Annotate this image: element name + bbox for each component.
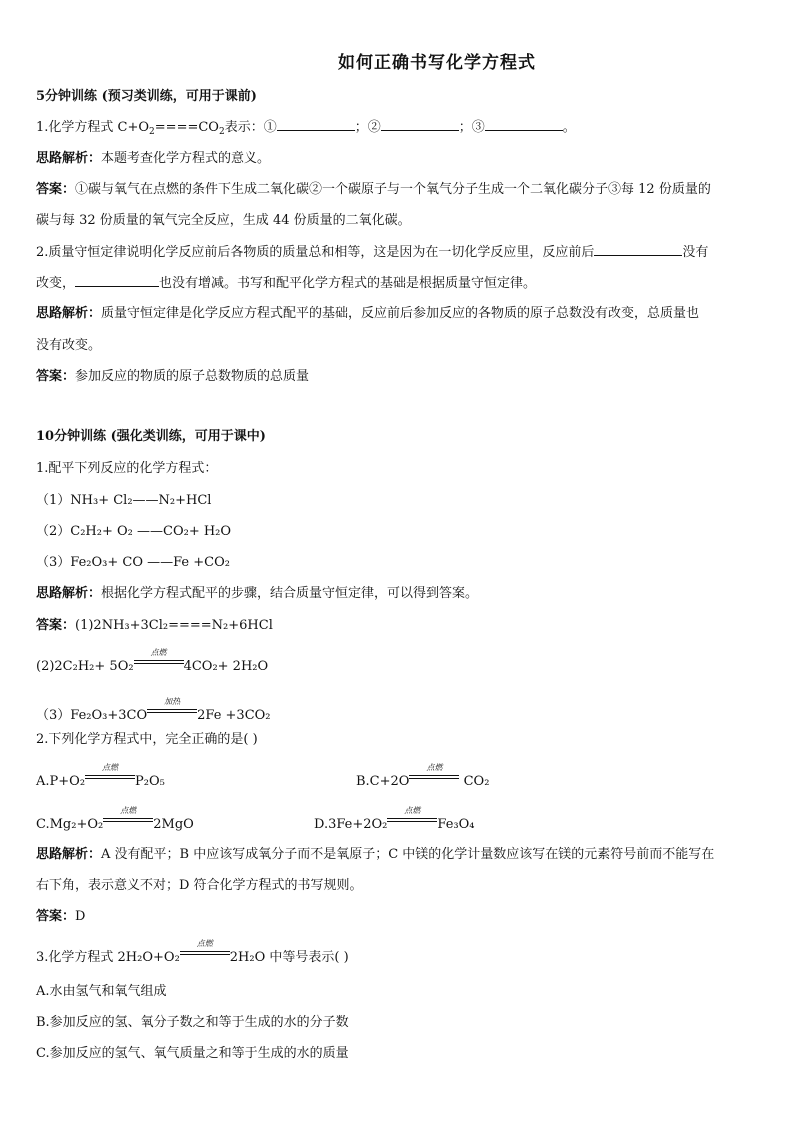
answer-blank[interactable] bbox=[75, 274, 159, 287]
section-heading-5min: 5分钟训练 (预习类训练，可用于课前) bbox=[36, 89, 257, 104]
question-balance: 1.配平下列反应的化学方程式： bbox=[36, 461, 218, 476]
reaction-condition: 加热 bbox=[147, 705, 197, 719]
page-title: 如何正确书写化学方程式 bbox=[338, 53, 536, 73]
answer-2: 答案：参加反应的物质的原子总数物质的总质量 bbox=[36, 369, 310, 384]
analysis-1: 思路解析：本题考查化学方程式的意义。 bbox=[36, 151, 271, 166]
answer-1: 答案：①碳与氧气在点燃的条件下生成二氧化碳②一个碳原子与一个氧气分子生成一个二氧化碳分子③每 12 份质量的 bbox=[36, 182, 711, 197]
answer-balance: 答案：(1)2NH₃+3Cl₂====N₂+6HCl bbox=[36, 618, 273, 633]
answer-blank[interactable] bbox=[594, 243, 682, 256]
answer-balance-2: (2)2C₂H₂+ 5O₂ 点燃 4CO₂+ 2H₂O bbox=[36, 648, 269, 674]
answer-blank[interactable] bbox=[485, 118, 563, 131]
equation-2: （2）C₂H₂+ O₂ ——CO₂+ H₂O bbox=[36, 524, 232, 539]
option-c[interactable]: C.Mg₂+O₂ 点燃 2MgO bbox=[36, 806, 194, 832]
options-row-1 bbox=[36, 763, 758, 791]
question-3: 3.化学方程式 2H₂O+O₂ 点燃 2H₂O 中等号表示( ) bbox=[36, 939, 349, 965]
section-heading-10min: 10分钟训练 (强化类训练，可用于课中) bbox=[36, 429, 266, 444]
analysis-2: 思路解析：质量守恒定律是化学反应方程式配平的基础，反应前后参加反应的各物质的原子总数没有改变，总质量也 bbox=[36, 306, 700, 321]
analysis-balance: 思路解析：根据化学方程式配平的步骤，结合质量守恒定律，可以得到答案。 bbox=[36, 586, 479, 601]
q3-option-c[interactable]: C.参加反应的氢气、氧气质量之和等于生成的水的质量 bbox=[36, 1046, 349, 1061]
question-1: 1.化学方程式 $C+O_2====CO_2$表示：① ；② ；③ 。 bbox=[36, 120, 576, 137]
equation-1: （1）NH₃+ Cl₂——N₂+HCl bbox=[36, 493, 212, 508]
options-row-2 bbox=[36, 806, 758, 834]
analysis-choose-cont: 右下角，表示意义不对；D 符合化学方程式的书写规则。 bbox=[36, 878, 363, 893]
answer-choose: 答案：D bbox=[36, 909, 86, 924]
option-a[interactable]: A.P+O₂ 点燃 P₂O₅ bbox=[36, 763, 165, 789]
analysis-2-cont: 没有改变。 bbox=[36, 338, 102, 353]
answer-1-cont: 碳与每 32 份质量的氧气完全反应，生成 44 份质量的二氧化碳。 bbox=[36, 213, 411, 228]
analysis-choose: 思路解析：A 没有配平；B 中应该写成氧分子而不是氧原子；C 中镁的化学计量数应该写在镁的元素符号前而不能写在 bbox=[36, 847, 715, 862]
answer-balance-3: （3）Fe₂O₃+3CO 加热 2Fe +3CO₂ bbox=[36, 697, 271, 723]
option-b[interactable]: B.C+2O 点燃 CO₂ bbox=[356, 763, 490, 789]
question-2-cont: 改变， 也没有增减。书写和配平化学方程式的基础是根据质量守恒定律。 bbox=[36, 276, 537, 291]
q3-option-a[interactable]: A.水由氢气和氧气组成 bbox=[36, 984, 167, 999]
reaction-condition: 点燃 bbox=[134, 656, 184, 670]
equation-3: （3）Fe₂O₃+ CO ——Fe +CO₂ bbox=[36, 555, 230, 570]
question-2: 2.质量守恒定律说明化学反应前后各物质的质量总和相等，这是因为在一切化学反应里，反应前后 没有 bbox=[36, 245, 709, 260]
option-d[interactable]: D.3Fe+2O₂ 点燃 Fe₃O₄ bbox=[314, 806, 475, 832]
question-choose: 2.下列化学方程式中，完全正确的是( ) bbox=[36, 732, 258, 747]
answer-blank[interactable] bbox=[381, 118, 459, 131]
answer-blank[interactable] bbox=[277, 118, 355, 131]
reaction-condition: 点燃 bbox=[180, 947, 230, 961]
q3-option-b[interactable]: B.参加反应的氢、氧分子数之和等于生成的水的分子数 bbox=[36, 1015, 349, 1030]
